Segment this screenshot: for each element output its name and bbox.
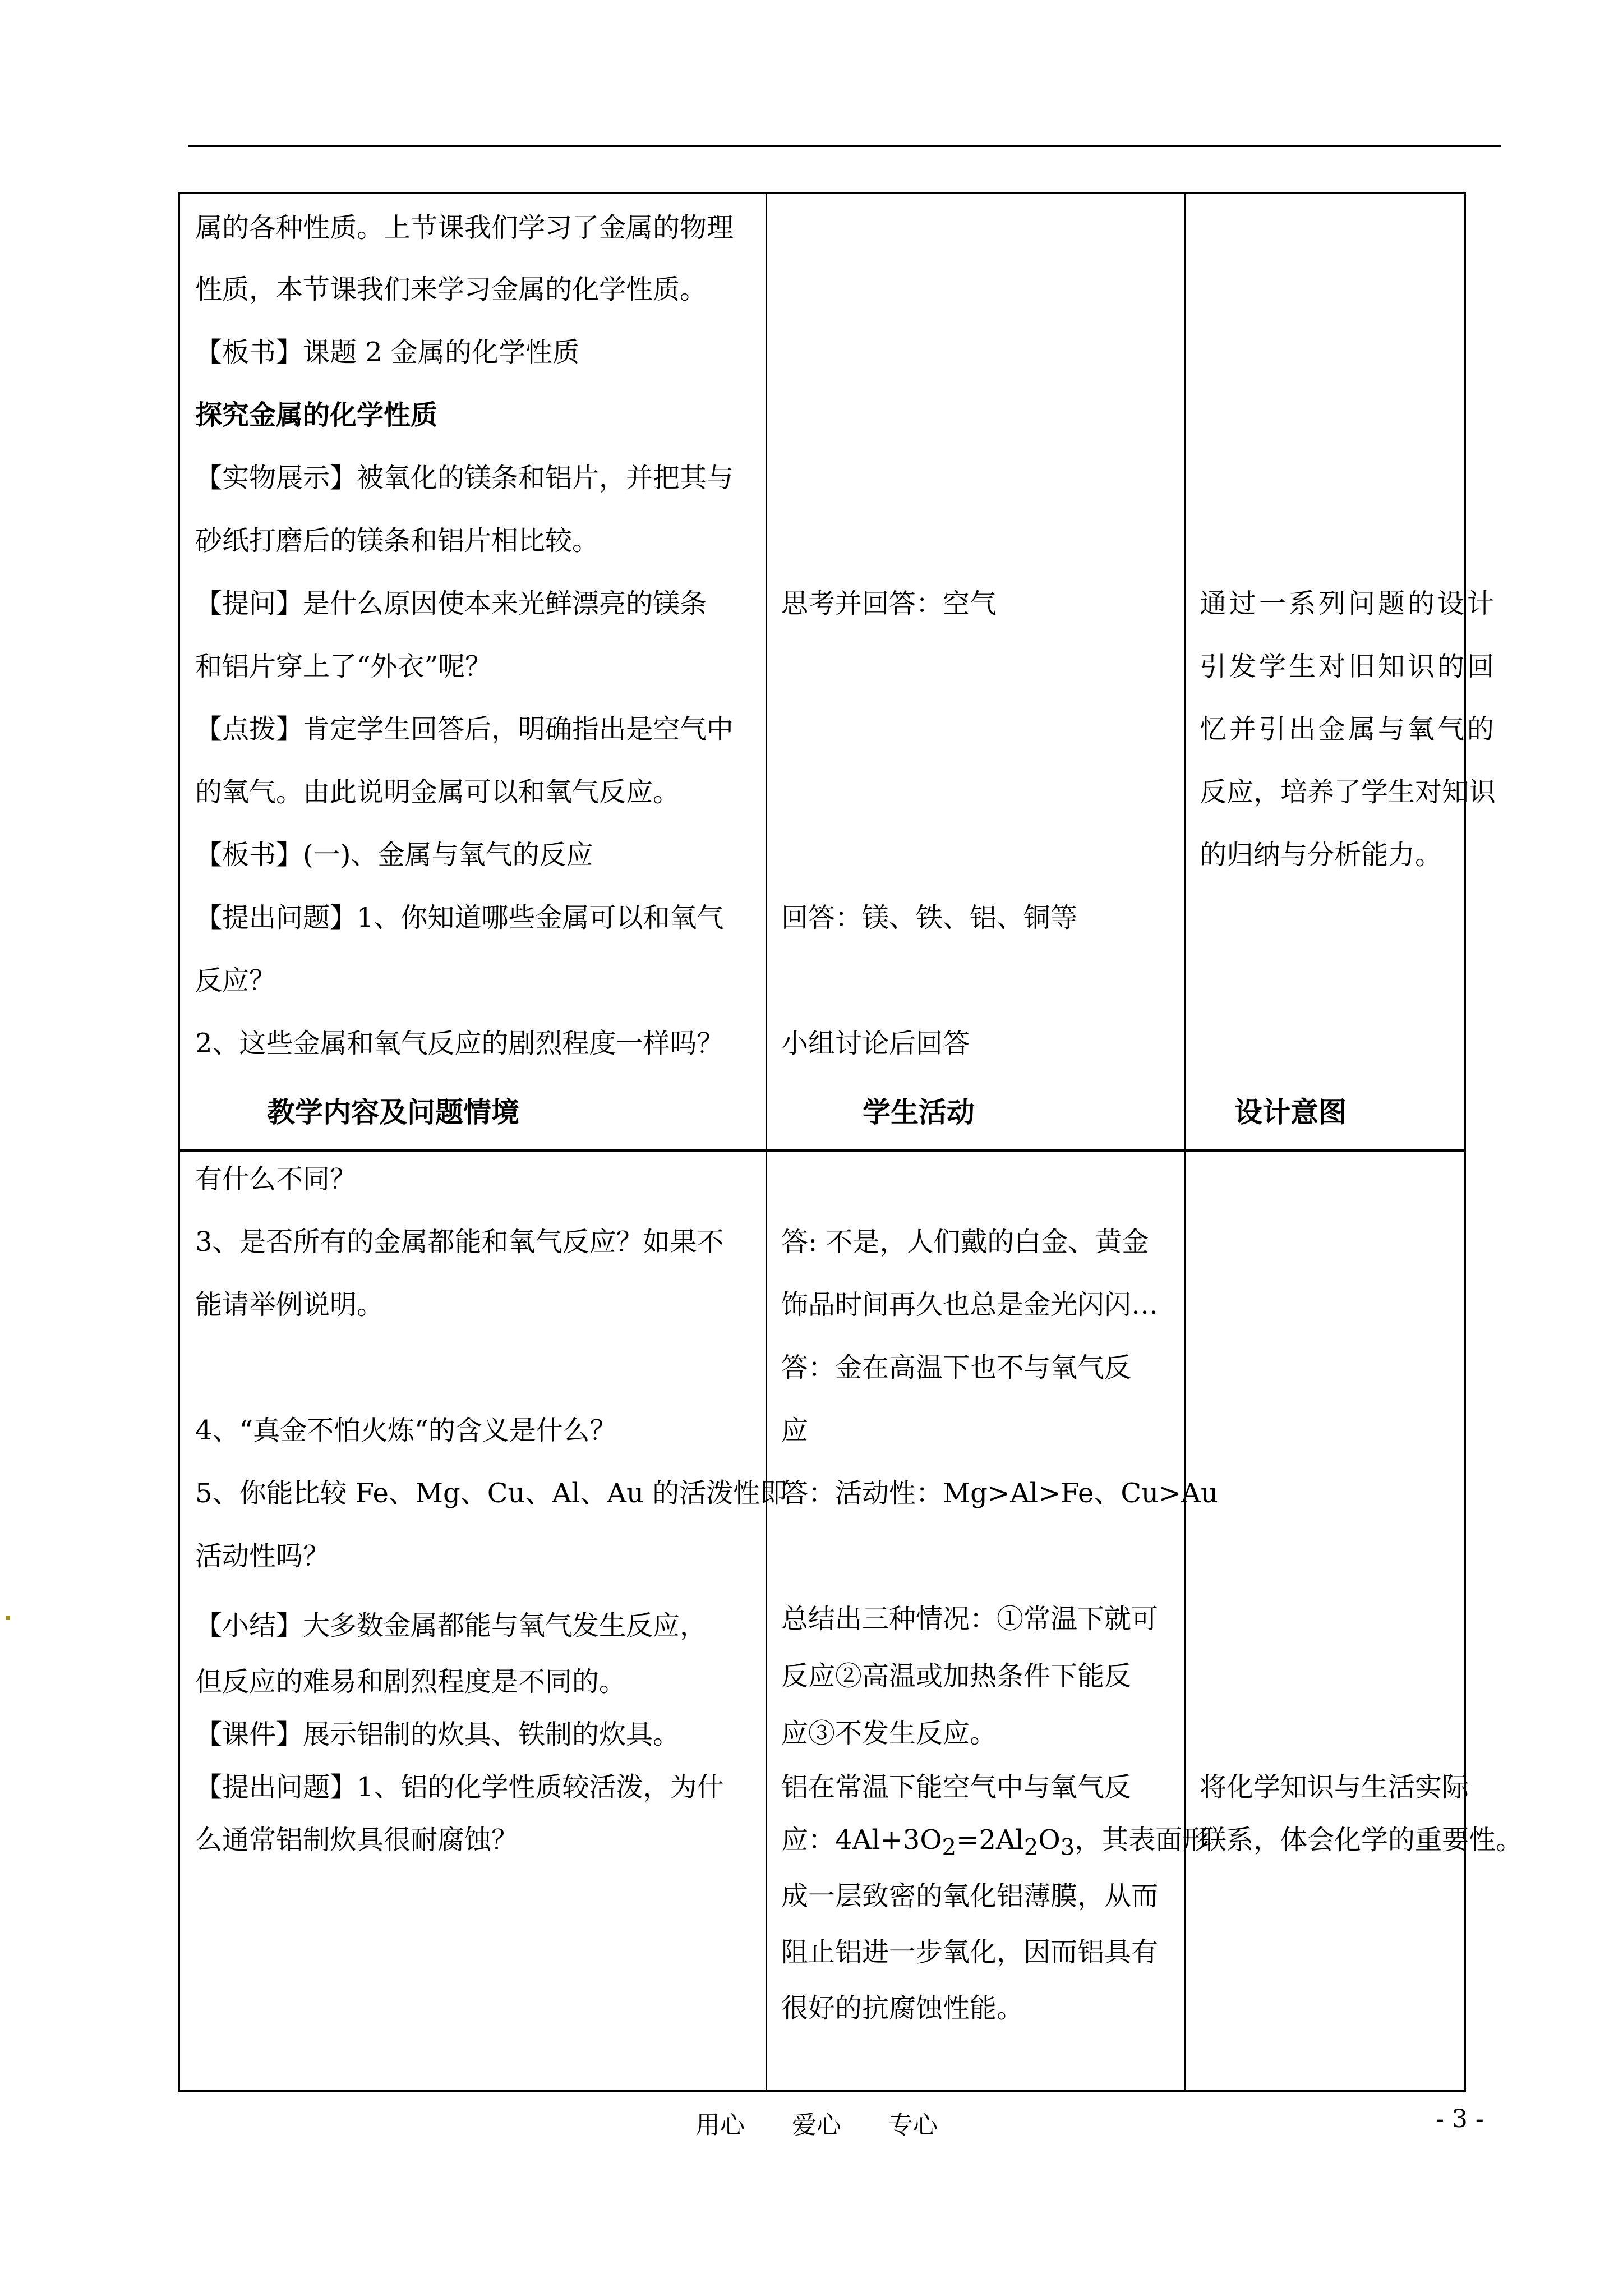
text-line: 【板书】(一)、金属与氧气的反应 — [195, 839, 593, 871]
column-divider — [766, 194, 767, 1149]
text-line: 很好的抗腐蚀性能。 — [781, 1993, 1024, 2024]
text-line: 忆并引出金属与氧气的 — [1200, 714, 1497, 745]
text-line: 【提出问题】1、你知道哪些金属可以和氧气 — [195, 902, 724, 933]
margin-marker — [6, 1616, 10, 1620]
column-header-design-intent: 设计意图 — [1234, 1096, 1347, 1129]
text-line: 回答：镁、铁、铝、铜等 — [781, 902, 1078, 933]
text-line: 小组讨论后回答 — [781, 1028, 970, 1059]
text-line: 饰品时间再久也总是金光闪闪… — [781, 1289, 1159, 1320]
text-line: 【课件】展示铝制的炊具、铁制的炊具。 — [195, 1719, 680, 1750]
text-line: 铝在常温下能空气中与氧气反 — [781, 1772, 1132, 1803]
lesson-table-part-2 — [178, 1151, 1523, 2092]
text-line: 有什么不同？ — [195, 1163, 357, 1195]
text-line: 通过一系列问题的设计 — [1200, 588, 1497, 619]
text-line: 答：活动性：Mg>Al>Fe、Cu>Au — [781, 1478, 1218, 1509]
text-line: 反应？ — [195, 965, 276, 996]
text-line: 和铝片穿上了“外衣”呢？ — [195, 651, 492, 682]
text-line: 将化学知识与生活实际 — [1200, 1772, 1469, 1803]
header-rule — [188, 145, 1501, 147]
text-line: 性质，本节课我们来学习金属的化学性质。 — [195, 274, 707, 305]
text-line: 联系，体会化学的重要性。 — [1200, 1824, 1523, 1856]
text-line: 砂纸打磨后的镁条和铝片相比较。 — [195, 525, 600, 556]
text-line: 应③不发生反应。 — [781, 1718, 997, 1749]
text-line: 成一层致密的氧化铝薄膜，从而 — [781, 1880, 1159, 1912]
chemical-equation-line: 应：$4Al+3O_2=2Al_2O_3$，其表面形 — [781, 1824, 1210, 1861]
footer-motto-3: 专心 — [888, 2111, 938, 2139]
text-line: 引发学生对旧知识的回 — [1200, 651, 1497, 682]
lesson-table-part-1 — [178, 192, 1497, 1151]
page-number: - 3 - — [1436, 2105, 1484, 2133]
text-line: 反应，培养了学生对知识 — [1200, 776, 1496, 808]
text-line: 阻止铝进一步氧化，因而铝具有 — [781, 1936, 1159, 1968]
column-divider — [766, 1152, 767, 2090]
text-line: 【提出问题】1、铝的化学性质较活泼，为什 — [195, 1772, 724, 1803]
text-line: 反应②高温或加热条件下能反 — [781, 1660, 1132, 1692]
text-line: 么通常铝制炊具很耐腐蚀？ — [195, 1824, 519, 1856]
text-line: 活动性吗？ — [195, 1540, 330, 1572]
column-divider — [1184, 1152, 1186, 2090]
text-line: 4、“真金不怕火炼“的含义是什么？ — [195, 1415, 617, 1446]
column-header-student-activity: 学生活动 — [863, 1096, 975, 1129]
text-line: 答: 不是，人们戴的白金、黄金 — [781, 1226, 1149, 1258]
text-line: 【板书】课题 2 金属的化学性质 — [195, 337, 580, 368]
text-line: 属的各种性质。上节课我们学习了金属的物理 — [195, 212, 734, 243]
text-line: 应 — [781, 1415, 809, 1446]
text-line: 但反应的难易和剧烈程度是不同的。 — [195, 1666, 626, 1697]
text-line: 的归纳与分析能力。 — [1200, 839, 1442, 871]
text-line: 的氧气。由此说明金属可以和氧气反应。 — [195, 776, 680, 808]
column-header-teaching-content: 教学内容及问题情境 — [267, 1096, 519, 1129]
text-line: 3、是否所有的金属都能和氧气反应？如果不 — [195, 1226, 724, 1258]
column-divider — [1184, 194, 1186, 1149]
text-line: 【点拨】肯定学生回答后，明确指出是空气中 — [195, 714, 734, 745]
text-line: 答：金在高温下也不与氧气反 — [781, 1352, 1132, 1383]
footer-motto-1: 用心 — [695, 2111, 745, 2139]
text-line: 5、你能比较 Fe、Mg、Cu、Al、Au 的活泼性即 — [195, 1478, 787, 1509]
text-line: 【小结】大多数金属都能与氧气发生反应， — [195, 1610, 707, 1641]
text-line: 【实物展示】被氧化的镁条和铝片，并把其与 — [195, 462, 734, 494]
footer-motto-2: 爱心 — [792, 2111, 841, 2139]
text-line: 能请举例说明。 — [195, 1289, 384, 1320]
text-line: 【提问】是什么原因使本来光鲜漂亮的镁条 — [195, 588, 707, 619]
text-line: 2、这些金属和氧气反应的剧烈程度一样吗？ — [195, 1028, 724, 1059]
text-line: 总结出三种情况：①常温下就可 — [781, 1603, 1159, 1635]
section-heading: 探究金属的化学性质 — [195, 399, 438, 431]
text-line: 思考并回答：空气 — [781, 588, 997, 619]
